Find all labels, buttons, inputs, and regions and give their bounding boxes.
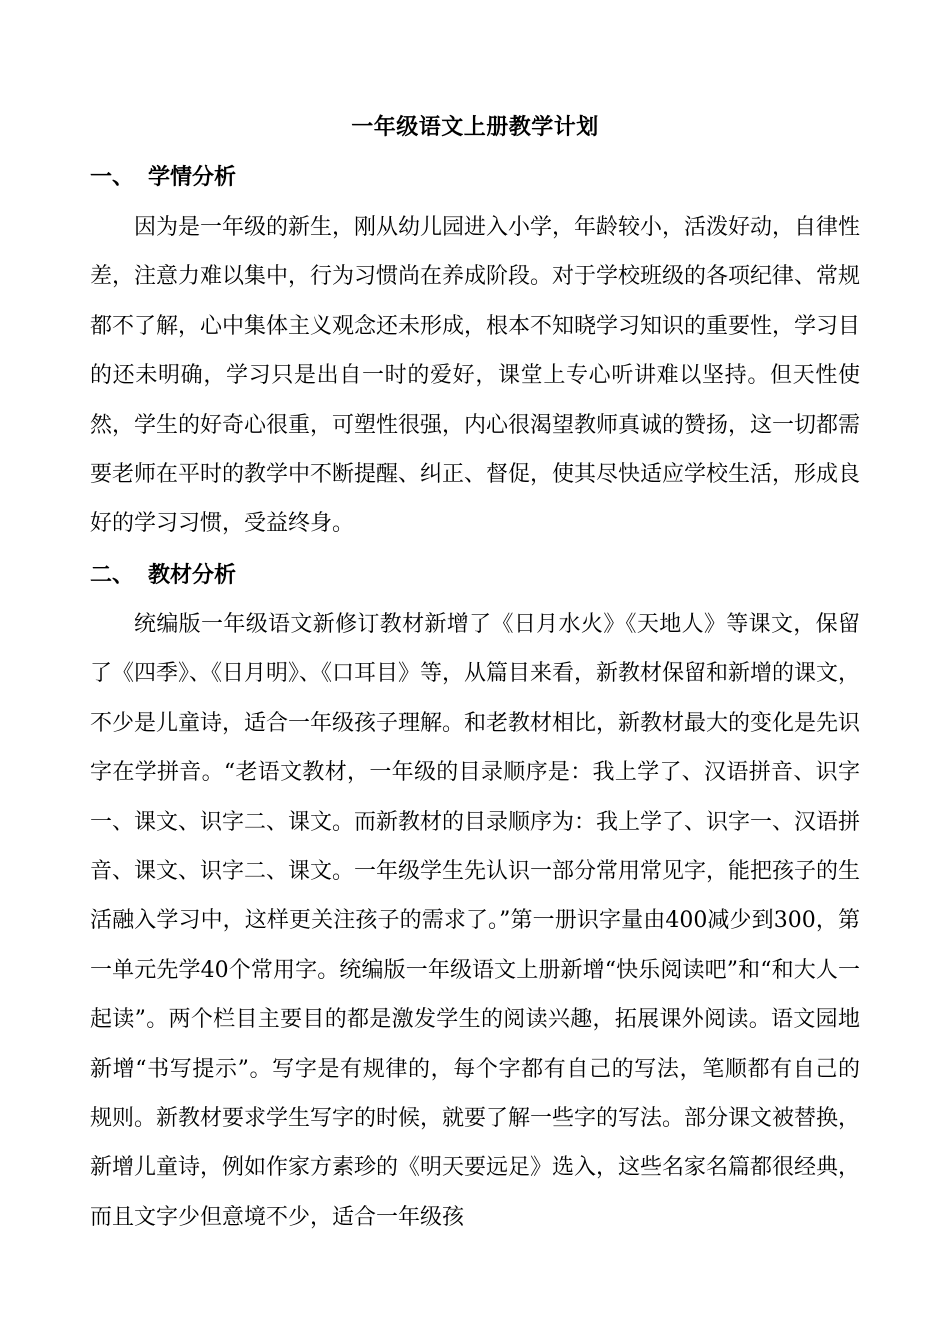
section-heading-text: 教材分析 [148, 562, 237, 588]
section-paragraph-learning-analysis: 因为是一年级的新生，刚从幼儿园进入小学，年龄较小，活泼好动，自律性差，注意力难以集中，行为习惯尚在养成阶段。对于学校班级的各项纪律、常规都不了解，心中集体主义观念还未形成，根本不知晓学习知识的重要性，学习目的还未明确，学习只是出自一时的爱好，课堂上专心听讲难以坚持。但天性使然，学生的好奇心很重，可塑性很强，内心很渴望教师真诚的赞扬，这一切都需要老师在平时的教学中不断提醒、纠正、督促，使其尽快适应学校生活，形成良好的学习习惯，受益终身。 [90, 215, 861, 537]
section-paragraph-textbook-analysis: 统编版一年级语文新修订教材新增了《日月水火》《天地人》等课文，保留了《四季》、《日月明》、《口耳目》等，从篇目来看，新教材保留和新增的课文，不少是儿童诗，适合一年级孩子理解。和老教材相比，新教材最大的变化是先识字在学拼音。“老语文教材，一年级的目录顺序是：我上学了、汉语拼音、识字一、课文、识字二、课文。而新教材的目录顺序为：我上学了、识字一、汉语拼音、课文、识字二、课文。一年级学生先认识一部分常用常见字，能把孩子的生活融入学习中，这样更关注孩子的需求了。”第一册识字量由400减少到300，第一单元先学40个常用字。统编版一年级语文上册新增“快乐阅读吧”和“和大人一起读”。两个栏目主要目的都是激发学生的阅读兴趣，拓展课外阅读。语文园地新增“书写提示”。写字是有规律的，每个字都有自己的写法，笔顺都有自己的规则。新教材要求学生写字的时候，就要了解一些字的写法。部分课文被替换，新增儿童诗，例如作家方素珍的《明天要远足》选入，这些名家名篇都很经典，而且文字少但意境不少，适合一年级孩 [90, 612, 861, 1230]
section-heading-textbook-analysis [90, 560, 236, 590]
section-heading-learning-analysis [90, 162, 236, 192]
document-title: 一年级语文上册教学计划 [351, 114, 599, 140]
section-heading-text: 学情分析 [148, 164, 237, 190]
section-number: 二、 [90, 562, 135, 588]
section-number: 一、 [90, 164, 135, 190]
